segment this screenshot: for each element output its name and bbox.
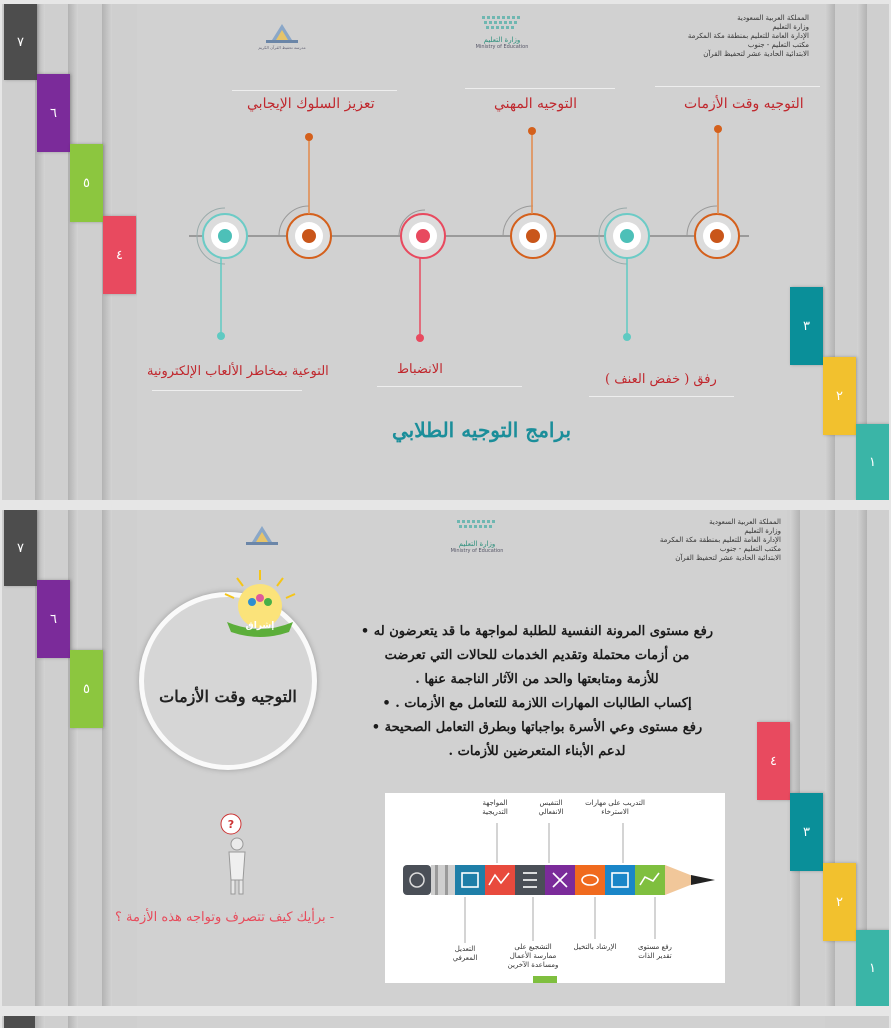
bullet-item: رفع مستوى وعي الأسرة بواجباتها وبطرق التعامل الصحيحة • <box>371 720 703 735</box>
pencil-label: الإرشاد بالتخيل <box>573 943 617 951</box>
timeline-node <box>503 127 555 258</box>
header-line: مكتب التعليم - جنوب <box>747 41 809 49</box>
thinking-person-icon <box>215 812 255 898</box>
page-edge <box>68 1016 78 1028</box>
tab-1[interactable] <box>856 424 889 500</box>
header-line: مكتب التعليم - جنوب <box>719 545 781 553</box>
tab-5[interactable] <box>70 650 103 728</box>
ministry-logo-text: وزارة التعليم <box>458 540 496 548</box>
svg-text:?: ? <box>227 818 235 831</box>
timeline-node <box>687 125 739 258</box>
tab-3[interactable] <box>790 287 823 365</box>
pencil-infographic <box>385 793 725 983</box>
reflection-question: - برأيك كيف تتصرف وتواجه هذه الأزمة ؟ <box>115 910 335 925</box>
header-line: الإدارة العامة للتعليم بمنطقة مكة المكرمة <box>659 536 781 544</box>
ministry-logo-sub: Ministry of Education <box>475 44 529 50</box>
tab-4[interactable] <box>103 216 136 294</box>
tab-2[interactable] <box>823 357 856 435</box>
header-line: وزارة التعليم <box>772 23 809 31</box>
timeline-node <box>599 208 649 341</box>
tab-label: ٧ <box>17 34 24 50</box>
bullet-item: إكساب الطالبات المهارات اللازمة للتعامل مع الأزمات . • <box>382 696 692 711</box>
header-line: وزارة التعليم <box>744 527 781 535</box>
program-title-positive-behavior: تعزيز السلوك الإيجابي <box>247 96 375 112</box>
svg-text:مدرسة تحفيظ القرآن الكريم: مدرسة تحفيظ القرآن الكريم <box>258 45 306 50</box>
tab-7[interactable] <box>4 1016 37 1028</box>
program-title-gaming-awareness: التوعية بمخاطر الألعاب الإلكترونية <box>147 364 329 379</box>
slide-2 <box>2 510 889 1006</box>
pencil-label: المواجهة التدريجية <box>482 799 508 816</box>
program-title-discipline: الانضباط <box>397 362 443 377</box>
header-line: المملكة العربية السعودية <box>709 518 781 526</box>
tab-label: ٧ <box>17 540 24 556</box>
pencil-label: التشجيع على ممارسة الأعمال ومساعدة الآخرين <box>507 943 559 969</box>
tab-7[interactable] <box>4 4 37 80</box>
pencil-label: التعديل المعرفي <box>452 945 478 962</box>
tab-label: ٢ <box>836 388 843 404</box>
sun-badge <box>215 568 305 640</box>
tab-3[interactable] <box>790 793 823 871</box>
program-title-crisis: التوجيه وقت الأزمات <box>684 96 804 112</box>
title-underline <box>152 390 302 391</box>
header-line: الإدارة العامة للتعليم بمنطقة مكة المكرمة <box>687 32 809 40</box>
bullet-item: رفع مستوى المرونة النفسية للطلبة لمواجهة ما قد يتعرضون له • <box>360 624 714 639</box>
tab-label: ٣ <box>803 318 810 334</box>
program-title-career: التوجيه المهني <box>494 96 578 112</box>
tab-label: ٤ <box>770 753 777 769</box>
topic-title: التوجيه وقت الأزمات <box>159 687 297 706</box>
pencil-label: رفع مستوى تقدير الذات <box>638 943 672 960</box>
ministry-emblem-icon <box>455 518 499 536</box>
badge-text: إشراق <box>245 621 275 631</box>
pencil-label: التدريب على مهارات الاسترخاء <box>585 799 645 816</box>
tab-label: ٦ <box>50 105 57 121</box>
page-edge <box>102 510 112 1006</box>
timeline-node <box>399 210 445 342</box>
ministry-logo-text: وزارة التعليم <box>483 36 521 44</box>
header-line: الابتدائية الحادية عشر لتحفيظ القرآن <box>675 554 781 562</box>
slide-1 <box>2 4 889 500</box>
pencil-label: التنفيس الانفعالي <box>538 799 564 816</box>
tab-label: ٥ <box>83 175 90 191</box>
slide-content <box>137 4 825 500</box>
bullet-continuation: من أزمات محتملة وتقديم الخدمات للحالات التي تعرضت <box>384 648 690 663</box>
slide-3-partial <box>2 1016 889 1028</box>
ministry-logo <box>447 518 507 554</box>
header-line: المملكة العربية السعودية <box>737 14 809 22</box>
bullet-continuation: لدعم الأبناء المتعرضين للأزمات . <box>448 744 626 759</box>
page-edge <box>790 510 800 1006</box>
tab-6[interactable] <box>37 74 70 152</box>
tab-label: ١ <box>869 960 876 976</box>
timeline-node <box>279 133 331 258</box>
bullet-continuation: للأزمة ومتابعتها والحد من الآثار الناجمة عنها . <box>415 672 659 687</box>
header-text <box>660 518 781 563</box>
timeline-node <box>197 208 247 340</box>
ministry-logo-sub: Ministry of Education <box>450 548 504 554</box>
program-title-rifq: رفق ( خفض العنف ) <box>605 372 717 387</box>
header-line: الابتدائية الحادية عشر لتحفيظ القرآن <box>703 50 809 58</box>
tab-7[interactable] <box>4 510 37 586</box>
title-underline <box>377 386 522 387</box>
tab-label: ٦ <box>50 611 57 627</box>
tab-label: ٤ <box>116 247 123 263</box>
title-underline <box>589 396 734 397</box>
tab-4[interactable] <box>757 722 790 800</box>
tab-6[interactable] <box>37 580 70 658</box>
tab-label: ١ <box>869 454 876 470</box>
slide-title: برامج التوجيه الطلابي <box>392 418 572 442</box>
tab-5[interactable] <box>70 144 103 222</box>
school-logo <box>232 516 292 556</box>
tab-1[interactable] <box>856 930 889 1006</box>
tab-label: ٣ <box>803 824 810 840</box>
slide-content <box>137 1016 825 1028</box>
page-edge <box>35 1016 45 1028</box>
tab-label: ٥ <box>83 681 90 697</box>
tab-label: ٢ <box>836 894 843 910</box>
bullet-list <box>352 620 722 764</box>
slide-content <box>115 510 787 1006</box>
tab-2[interactable] <box>823 863 856 941</box>
